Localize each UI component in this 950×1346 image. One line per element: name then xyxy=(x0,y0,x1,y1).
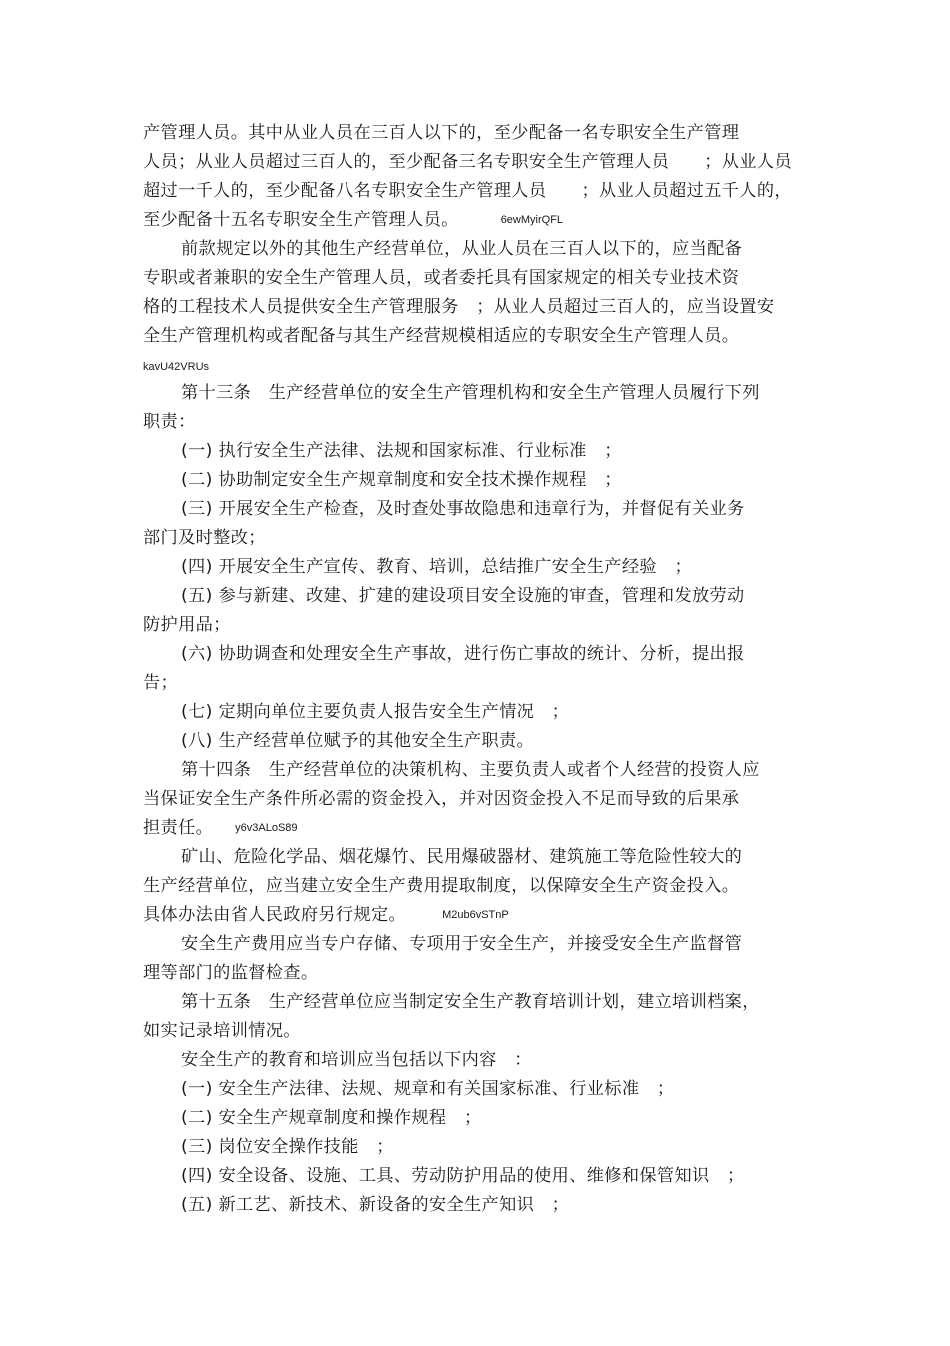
text-line: 超过一千人的，至少配备八名专职安全生产管理人员 ；从业人员超过五千人的， xyxy=(143,181,792,201)
text-line: 生产经营单位，应当建立安全生产费用提取制度，以保障安全生产资金投入。 xyxy=(143,876,740,896)
text-line: 专职或者兼职的安全生产管理人员，或者委托具有国家规定的相关专业技术资 xyxy=(143,268,740,288)
article-14-heading: 第十四条 生产经营单位的决策机构、主要负责人或者个人经营的投资人应 xyxy=(181,760,760,780)
text-line: 人员；从业人员超过三百人的，至少配备三名专职安全生产管理人员 ；从业人员 xyxy=(143,152,792,172)
text-line: 如实记录培训情况。 xyxy=(143,1021,301,1041)
text-line: 职责： xyxy=(143,412,196,432)
text-line-body: 具体办法由省人民政府另行规定。 xyxy=(143,905,407,925)
text-line xyxy=(143,903,509,927)
text-line: 当保证安全生产条件所必需的资金投入，并对因资金投入不足而导致的后果承 xyxy=(143,789,740,809)
text-line: 防护用品； xyxy=(143,615,231,635)
list-item: (七) 定期向单位主要负责人报告安全生产情况 ； xyxy=(181,702,570,722)
list-item: (五) 参与新建、改建、扩建的建设项目安全设施的审查，管理和发放劳动 xyxy=(181,586,745,606)
watermark-code: kavU42VRUs xyxy=(143,361,210,373)
list-item: (一) 执行安全生产法律、法规和国家标准、行业标准 ； xyxy=(181,441,622,461)
watermark-code: 6ewMyirQFL xyxy=(500,214,564,226)
paragraph-first-line: 矿山、危险化学品、烟花爆竹、民用爆破器材、建筑施工等危险性较大的 xyxy=(181,847,743,867)
paragraph-first-line: 安全生产费用应当专户存储、专项用于安全生产，并接受安全生产监督管 xyxy=(181,934,743,954)
text-line: 部门及时整改； xyxy=(143,528,266,548)
paragraph-first-line: 前款规定以外的其他生产经营单位，从业人员在三百人以下的，应当配备 xyxy=(181,239,743,259)
list-item: (三) 岗位安全操作技能 ； xyxy=(181,1137,394,1157)
list-item: (四) 开展安全生产宣传、教育、培训，总结推广安全生产经验 ； xyxy=(181,557,692,577)
list-item: (六) 协助调查和处理安全生产事故，进行伤亡事故的统计、分析，提出报 xyxy=(181,644,745,664)
paragraph-first-line: 安全生产的教育和培训应当包括以下内容 ： xyxy=(181,1050,532,1070)
text-line: 告； xyxy=(143,673,179,693)
watermark-code: M2ub6vSTnP xyxy=(442,909,509,921)
text-line xyxy=(143,816,298,840)
text-line: 产管理人员。其中从业人员在三百人以下的，至少配备一名专职安全生产管理 xyxy=(143,123,740,143)
text-line xyxy=(143,208,563,232)
list-item: (八) 生产经营单位赋予的其他安全生产职责。 xyxy=(181,731,535,751)
text-line: 全生产管理机构或者配备与其生产经营规模相适应的专职安全生产管理人员。 xyxy=(143,326,740,346)
list-item: (二) 协助制定安全生产规章制度和安全技术操作规程 ； xyxy=(181,470,622,490)
list-item: (三) 开展安全生产检查，及时查处事故隐患和违章行为，并督促有关业务 xyxy=(181,499,745,519)
text-line-body: 至少配备十五名专职安全生产管理人员。 xyxy=(143,210,459,230)
article-13-heading: 第十三条 生产经营单位的安全生产管理机构和安全生产管理人员履行下列 xyxy=(181,383,760,403)
watermark-code: y6v3ALoS89 xyxy=(235,822,298,834)
list-item: (二) 安全生产规章制度和操作规程 ； xyxy=(181,1108,482,1128)
list-item: (四) 安全设备、设施、工具、劳动防护用品的使用、维修和保管知识 ； xyxy=(181,1166,745,1186)
article-15-heading: 第十五条 生产经营单位应当制定安全生产教育培训计划，建立培训档案， xyxy=(181,992,760,1012)
list-item: (五) 新工艺、新技术、新设备的安全生产知识 ； xyxy=(181,1195,570,1215)
text-line: 理等部门的监督检查。 xyxy=(143,963,319,983)
list-item: (一) 安全生产法律、法规、规章和有关国家标准、行业标准 ； xyxy=(181,1079,675,1099)
text-line-body: 担责任。 xyxy=(143,818,214,838)
text-line: 格的工程技术人员提供安全生产管理服务 ；从业人员超过三百人的，应当设置安 xyxy=(143,297,775,317)
